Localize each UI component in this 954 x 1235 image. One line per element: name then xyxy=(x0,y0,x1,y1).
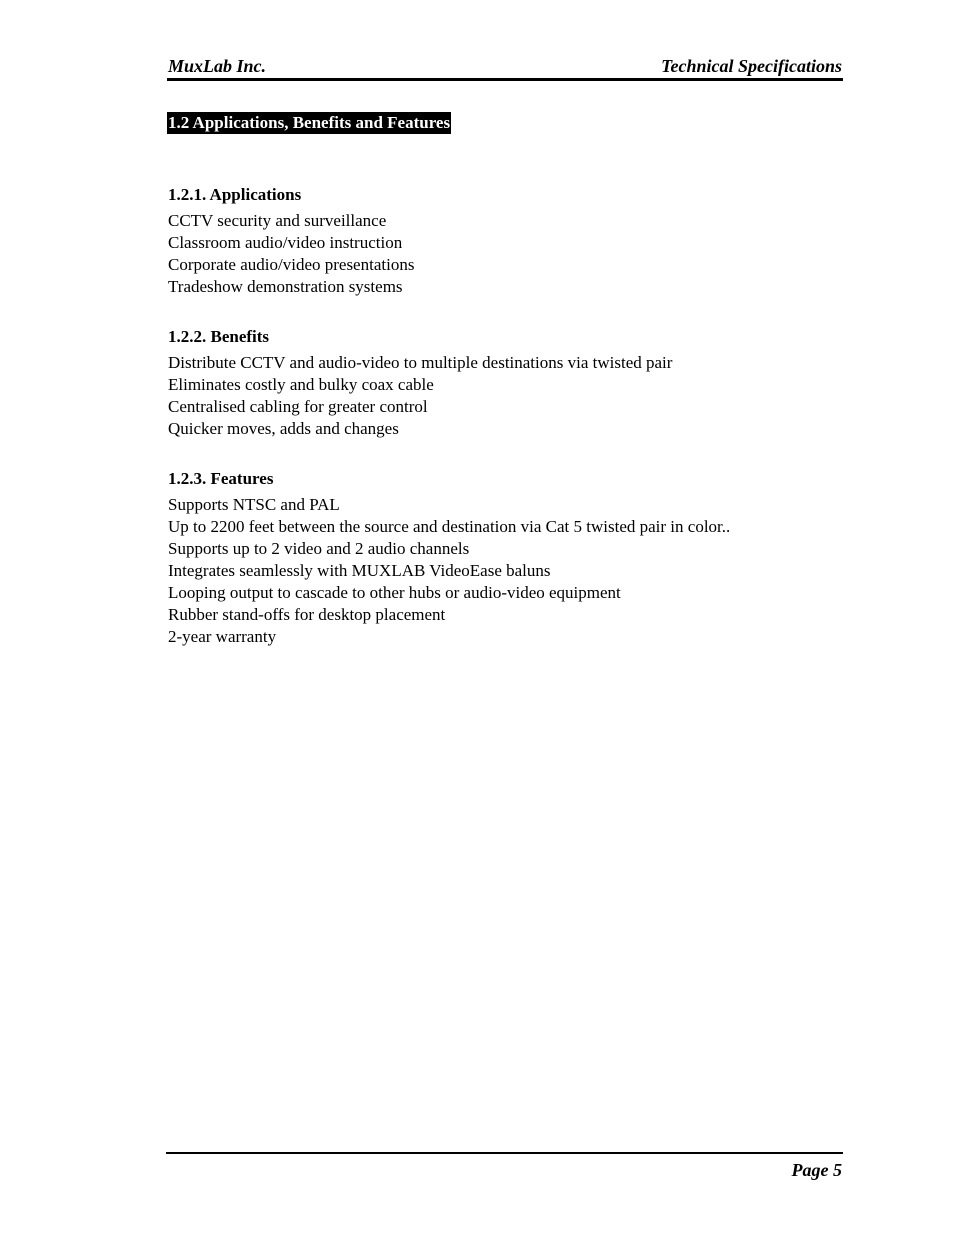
benefits-heading: 1.2.2. Benefits xyxy=(168,327,270,346)
list-item: Integrates seamlessly with MUXLAB VideoEase baluns xyxy=(168,561,551,580)
list-item: Corporate audio/video presentations xyxy=(168,255,415,274)
page-footer xyxy=(166,1152,843,1184)
list-item: Distribute CCTV and audio-video to multiple destinations via twisted pair xyxy=(168,353,673,372)
section-title: 1.2 Applications, Benefits and Features xyxy=(168,113,451,132)
list-item: Up to 2200 feet between the source and destination via Cat 5 twisted pair in color.. xyxy=(168,517,731,536)
list-item: Tradeshow demonstration systems xyxy=(168,277,403,296)
list-item: 2-year warranty xyxy=(168,627,277,646)
list-item: Supports NTSC and PAL xyxy=(168,495,340,514)
list-item: CCTV security and surveillance xyxy=(168,211,387,230)
features-section xyxy=(168,468,828,648)
list-item: Rubber stand-offs for desktop placement xyxy=(168,605,446,624)
page-number: Page 5 xyxy=(791,1160,842,1180)
list-item: Centralised cabling for greater control xyxy=(168,397,428,416)
list-item: Supports up to 2 video and 2 audio channels xyxy=(168,539,470,558)
applications-section xyxy=(168,184,828,298)
list-item: Looping output to cascade to other hubs or audio-video equipment xyxy=(168,583,621,602)
applications-heading: 1.2.1. Applications xyxy=(168,185,302,204)
list-item: Classroom audio/video instruction xyxy=(168,233,403,252)
page-header xyxy=(167,56,843,81)
list-item: Eliminates costly and bulky coax cable xyxy=(168,375,434,394)
features-heading: 1.2.3. Features xyxy=(168,469,274,488)
header-company: MuxLab Inc. xyxy=(168,56,267,76)
header-doc-title: Technical Specifications xyxy=(661,56,842,76)
list-item: Quicker moves, adds and changes xyxy=(168,419,399,438)
benefits-section xyxy=(168,326,828,440)
